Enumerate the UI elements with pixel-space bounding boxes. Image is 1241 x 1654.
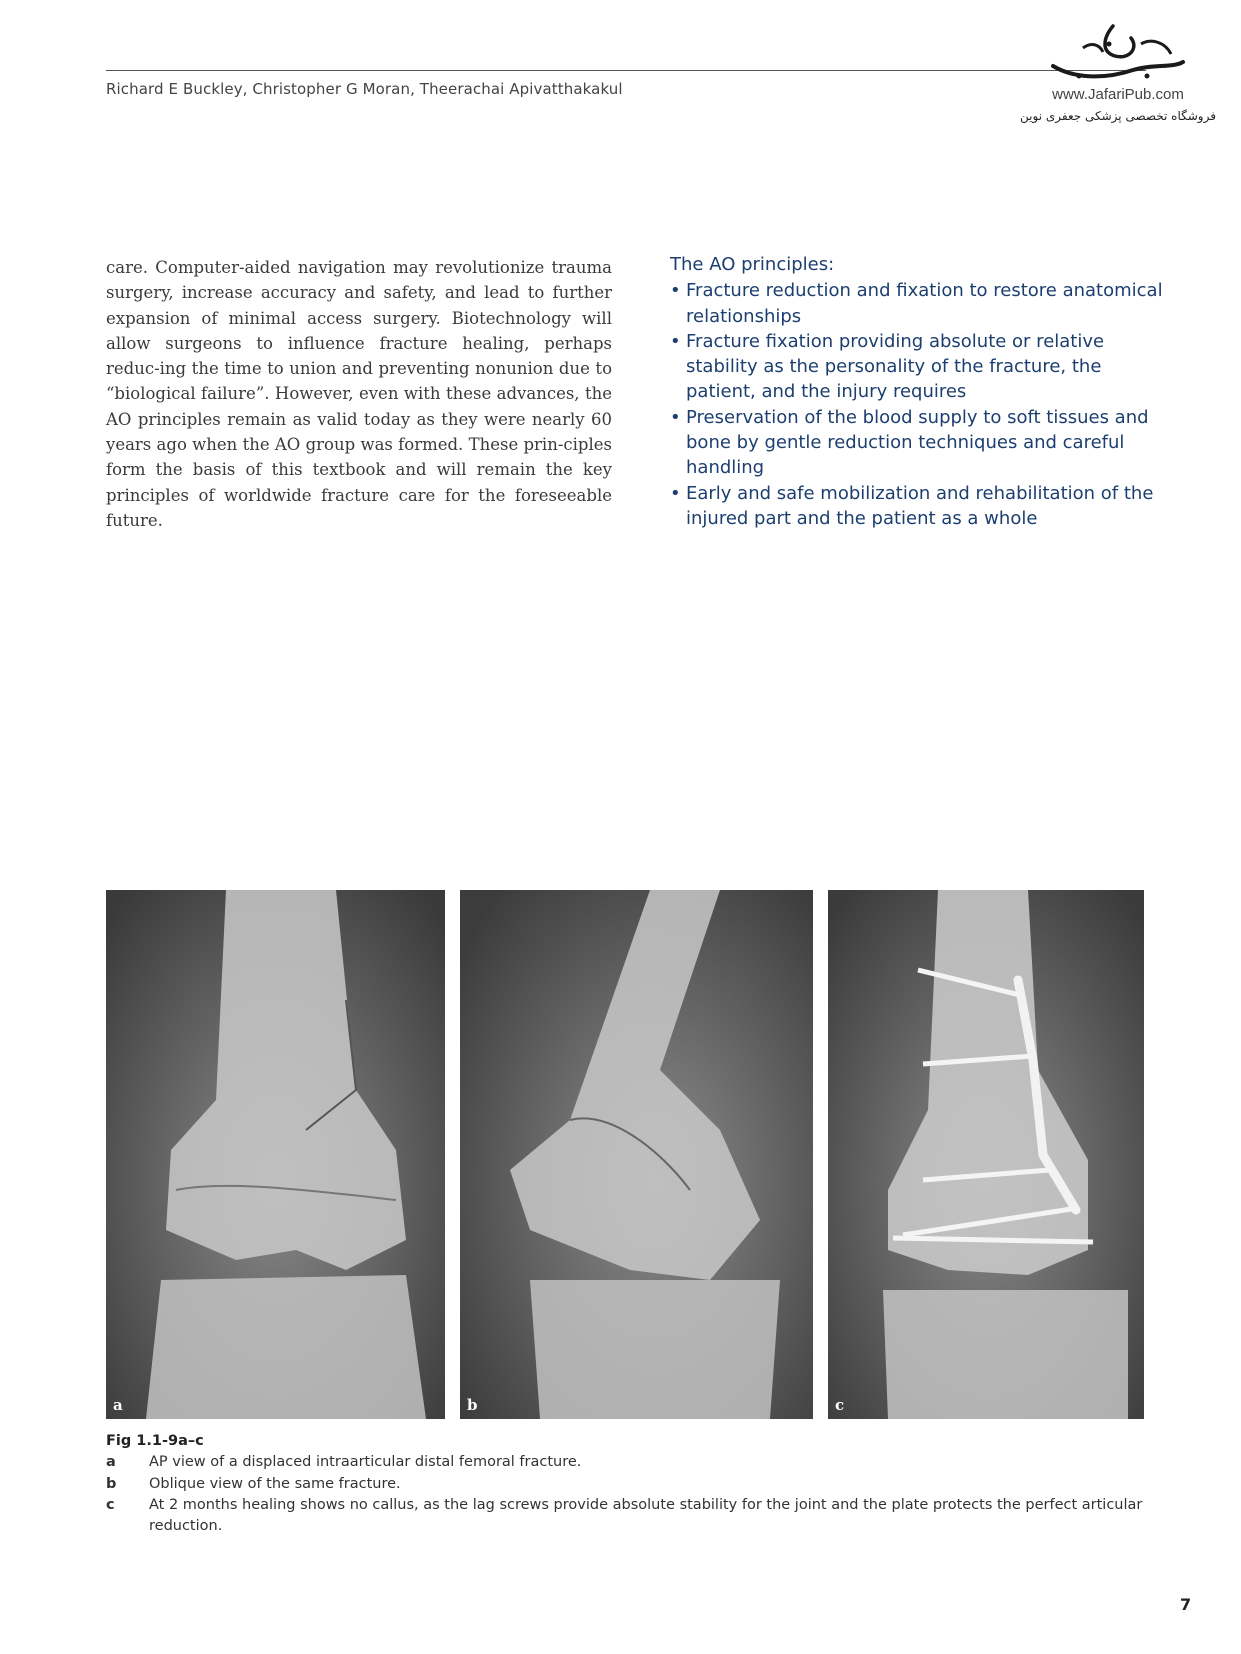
xray-ap-view-image	[106, 890, 445, 1419]
xray-panel-a	[106, 890, 445, 1419]
caption-item	[106, 1495, 1146, 1538]
ao-principle-item	[670, 481, 1170, 532]
caption-text: AP view of a displaced intraarticular distal femoral fracture.	[149, 1454, 582, 1471]
publisher-logo	[1018, 18, 1218, 138]
panel-letter-a: a	[113, 1396, 123, 1414]
ao-principles-title: The AO principles:	[670, 254, 835, 275]
xray-postop-view-image	[828, 890, 1144, 1419]
bullet-icon: •	[670, 482, 681, 504]
caption-item	[106, 1452, 1146, 1473]
panel-letter-b: b	[467, 1396, 478, 1414]
ao-principle-item	[670, 329, 1170, 405]
ao-principle-text: Preservation of the blood supply to soft tissues and bone by gentle reduction techniques and careful handling	[686, 406, 1149, 479]
ao-principles-list	[670, 278, 1170, 531]
header-authors: Richard E Buckley, Christopher G Moran, Theerachai Apivatthakakul	[106, 80, 623, 98]
bullet-icon: •	[670, 330, 681, 352]
caption-item	[106, 1474, 1146, 1495]
caption-text: At 2 months healing shows no callus, as the lag screws provide absolute stability for the joint and the plate protects the perfect articular reduction.	[149, 1496, 1143, 1535]
panel-letter-c: c	[835, 1396, 845, 1414]
ao-principle-text: Fracture fixation providing absolute or relative stability as the personality of the fracture, the patient, and the injury requires	[686, 330, 1105, 403]
calligraphy-logo-icon	[1043, 18, 1193, 88]
header-rule	[106, 70, 1146, 71]
xray-panel-c	[828, 890, 1144, 1419]
logo-tagline: فروشگاه تخصصی پزشکی جعفری نوین	[1020, 109, 1216, 123]
page-number: 7	[1180, 1595, 1192, 1614]
body-paragraph: care. Computer-aided navigation may revolutionize trauma surgery, increase accuracy and safety, and lead to further expansion of minimal access surgery. Biotechnology will allow surgeons to influence fracture healing, perhaps reduc-ing the time to union and preventing nonunion due to “biological failure”. However, even with these advances, the AO principles remain as valid today as they were nearly 60 years ago when the AO group was formed. These prin-ciples form the basis of this textbook and will remain the key principles of worldwide fracture care for the foreseeable future.	[106, 258, 612, 530]
xray-panel-b	[460, 890, 813, 1419]
ao-principle-item	[670, 405, 1170, 481]
figure-caption	[106, 1431, 1146, 1537]
ao-principle-text: Early and safe mobilization and rehabilitation of the injured part and the patient as a whole	[686, 482, 1154, 529]
bullet-icon: •	[670, 406, 681, 428]
caption-key: c	[106, 1496, 115, 1513]
caption-text: Oblique view of the same fracture.	[149, 1475, 401, 1492]
ao-principles-box	[670, 252, 1170, 531]
caption-key: b	[106, 1475, 117, 1492]
xray-oblique-view-image	[460, 890, 813, 1419]
ao-principle-item	[670, 278, 1170, 329]
bullet-icon: •	[670, 280, 681, 302]
caption-title: Fig 1.1-9a–c	[106, 1433, 204, 1449]
caption-key: a	[106, 1454, 116, 1471]
logo-url: www.JafariPub.com	[1052, 86, 1184, 103]
ao-principle-text: Fracture reduction and fixation to restore anatomical relationships	[686, 280, 1163, 327]
